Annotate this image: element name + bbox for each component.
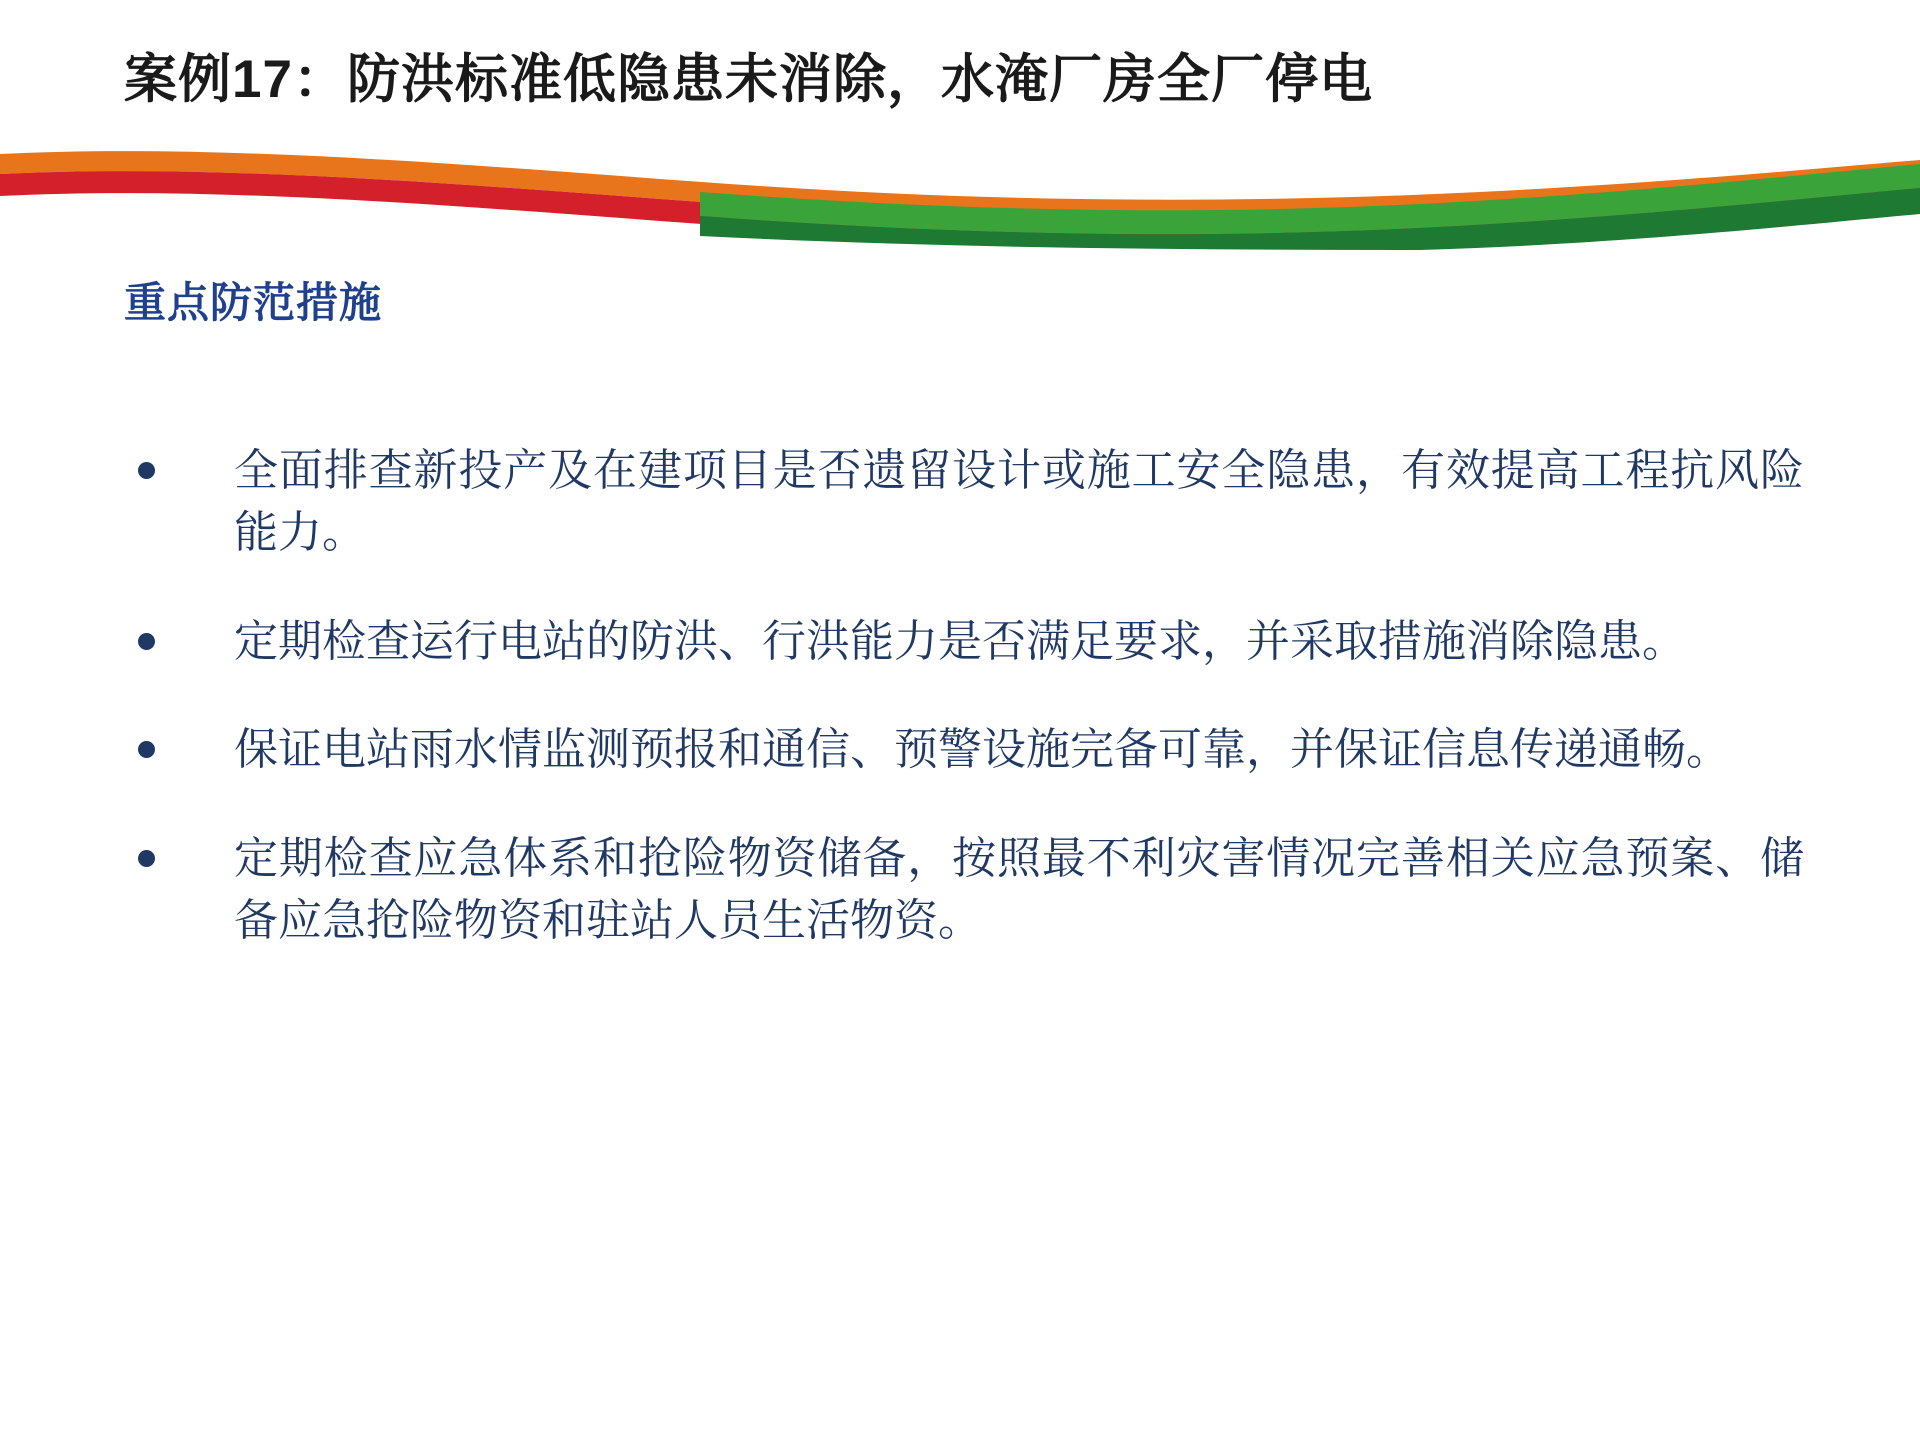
list-item-text: 定期检查应急体系和抢险物资储备，按照最不利灾害情况完善相关应急预案、储备应急抢险物资和驻站人员生活物资。: [234, 832, 1804, 947]
list-item-text: 保证电站雨水情监测预报和通信、预警设施完备可靠，并保证信息传递通畅。: [234, 724, 1730, 776]
bullet-dot-icon: [138, 633, 155, 650]
list-item: [124, 440, 1804, 565]
bullet-dot-icon: [138, 850, 155, 867]
list-item: [124, 828, 1804, 953]
bullet-dot-icon: [138, 462, 155, 479]
list-item-text: 定期检查运行电站的防洪、行洪能力是否满足要求，并采取措施消除隐患。: [234, 615, 1686, 667]
bullet-list: [124, 440, 1804, 999]
decorative-swoosh-band: [0, 140, 1920, 250]
section-heading: 重点防范措施: [124, 279, 383, 326]
page-title: 案例17：防洪标准低隐患未消除，水淹厂房全厂停电: [124, 50, 1373, 109]
list-item-text: 全面排查新投产及在建项目是否遗留设计或施工安全隐患，有效提高工程抗风险能力。: [234, 445, 1804, 559]
bullet-dot-icon: [138, 741, 155, 758]
list-item: [124, 719, 1804, 781]
list-item: [124, 611, 1804, 673]
